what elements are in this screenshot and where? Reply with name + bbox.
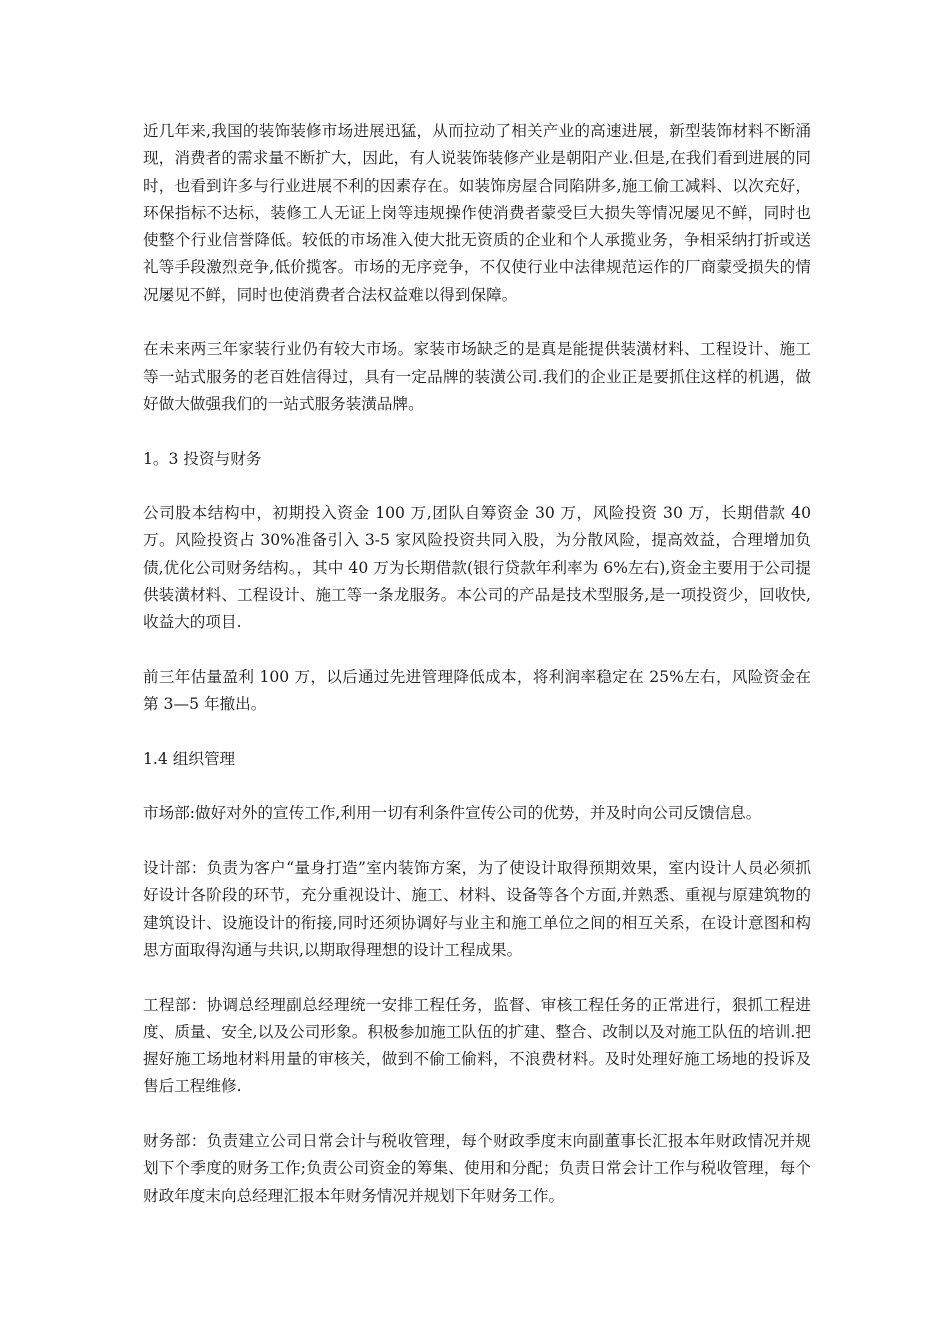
paragraph-finance-dept: 财务部：负责建立公司日常会计与税收管理，每个财政季度末向副董事长汇报本年财政情况并规划下个季度的财务工作;负责公司资金的筹集、使用和分配；负责日常会计工作与税收管理，每个财政年度末向总经理汇报本年财务情况并规划下年财务工作。 (143, 1131, 811, 1205)
document-body (143, 118, 816, 1237)
paragraph-marketing-dept: 市场部:做好对外的宣传工作,利用一切有利条件宣传公司的优势，并及时向公司反馈信息。 (143, 804, 762, 823)
paragraph-capital-structure: 公司股本结构中，初期投入资金 100 万,团队自筹资金 30 万，风险投资 30 万，长期借款 40 万。风险投资占 30%准备引入 3-5 家风险投资共同入股，为分散风险，提高效益，合理增加负债,优化公司财务结构。，其中 40 万为长期借款(银行贷款年利率为 6%左右),资金主要用于公司提供装潢材料、工程设计、施工等一条龙服务。本公司的产品是技术型服务,是一项投资少，回收快,收益大的项目. (143, 504, 816, 632)
paragraph-design-dept: 设计部：负责为客户“量身打造”室内装饰方案，为了使设计取得预期效果，室内设计人员必须抓好设计各阶段的环节，充分重视设计、施工、材料、设备等各个方面,并熟悉、重视与原建筑物的建筑设计、设施设计的衔接,同时还须协调好与业主和施工单位之间的相互关系，在设计意图和构思方面取得沟通与共识,以期取得理想的设计工程成果。 (143, 859, 811, 959)
section-heading-investment-finance: 1。3 投资与财务 (143, 449, 262, 468)
paragraph-profit-estimate: 前三年估量盈利 100 万，以后通过先进管理降低成本，将利润率稳定在 25%左右，风险资金在第 3—5 年撤出。 (143, 667, 811, 714)
paragraph-market-overview: 近几年来,我国的装饰装修市场进展迅猛，从而拉动了相关产业的高速进展，新型装饰材料不断涌现，消费者的需求量不断扩大，因此，有人说装饰装修产业是朝阳产业.但是,在我们看到进展的同时，也看到许多与行业进展不利的因素存在。如装饰房屋合同陷阱多,施工偷工减料、以次充好，环保指标不达标，装修工人无证上岗等违规操作使消费者蒙受巨大损失等情况屡见不鲜，同时也使整个行业信誉降低。较低的市场准入使大批无资质的企业和个人承揽业务，争相采纳打折或送礼等手段激烈竞争,低价揽客。市场的无序竞争，不仅使行业中法律规范运作的厂商蒙受损失的情况屡见不鲜，同时也使消费者合法权益难以得到保障。 (143, 122, 811, 304)
paragraph-market-outlook: 在未来两三年家装行业仍有较大市场。家装市场缺乏的是真是能提供装潢材料、工程设计、施工等一站式服务的老百姓信得过，具有一定品牌的装潢公司.我们的企业正是要抓住这样的机遇，做好做大做强我们的一站式服务装潢品牌。 (143, 340, 811, 413)
paragraph-engineering-dept: 工程部：协调总经理副总经理统一安排工程任务，监督、审核工程任务的正常进行，狠抓工程进度、质量、安全,以及公司形象。积极参加施工队伍的扩建、整合、改制以及对施工队伍的培训.把握好施工场地材料用量的审核关，做到不偷工偷料，不浪费材料。及时处理好施工场地的投诉及售后工程维修. (143, 995, 811, 1096)
section-heading-organization: 1.4 组织管理 (143, 749, 236, 768)
